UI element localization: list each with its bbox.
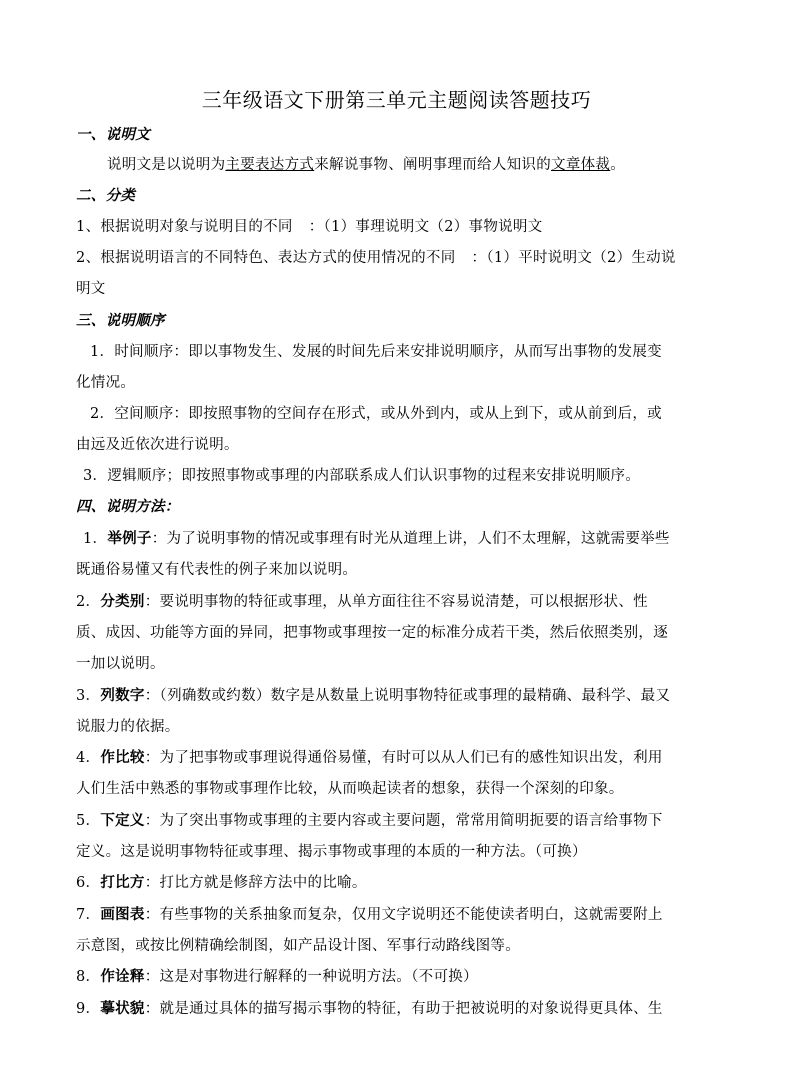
method-1-text: ：为了说明事物的情况或事理有时光从道理上讲，人们不太理解，这就需要举些 [151, 531, 670, 547]
method-8-number: 8． [76, 969, 101, 985]
method-3-text: ：（列确数或约数）数字是从数量上说明事物特征或事理的最精确、最科学、最又 [144, 688, 671, 704]
section-heading-methods: 四、说明方法： [76, 498, 180, 515]
method-4-name: 作比较 [100, 749, 145, 766]
method-8-name: 作诠释 [100, 968, 145, 985]
method-5-number: 5． [76, 813, 101, 829]
method-2-line-1 [76, 592, 726, 612]
method-7-text: ：有些事物的关系抽象而复杂，仅用文字说明还不能使读者明白，这就需要附上 [144, 907, 663, 923]
order-time-line-2: 化情况。 [76, 375, 136, 391]
section-heading-order: 三、说明顺序 [76, 312, 165, 329]
method-9-line-1 [76, 999, 726, 1019]
order-space-line-2: 由远及近依次进行说明。 [76, 437, 239, 453]
document-title: 三年级语文下册第三单元主题阅读答题技巧 [201, 88, 592, 112]
method-7-name: 画图表 [100, 906, 145, 923]
method-2-line-2: 质、成因、功能等方面的异同，把事物或事理按一定的标准分成若干类，然后依照类别，逐 [76, 625, 668, 641]
method-9-name: 摹状貌 [100, 1000, 145, 1017]
method-4-number: 4． [76, 750, 101, 766]
expository-definition [107, 155, 757, 175]
classification-item-2 [76, 248, 726, 268]
definition-underlined-term-1: 主要表达方式 [225, 157, 315, 173]
method-7-line-2: 示意图，或按比例精确绘制图，如产品设计图、军事行动路线图等。 [76, 938, 520, 954]
method-5-line-2: 定义。这是说明事物特征或事理、揭示事物或事理的本质的一种方法。（可换） [76, 844, 587, 860]
method-8-line-1 [76, 967, 726, 987]
classification-item-2-types: ：（1）平时说明文（2）生动说 [471, 250, 676, 266]
definition-text-mid: 来解说事物、阐明事理而给人知识的 [314, 157, 552, 173]
method-9-number: 9． [76, 1001, 101, 1017]
method-6-line-1 [76, 873, 726, 893]
method-1-line-1 [83, 529, 733, 549]
method-4-text: ：为了把事物或事理说得通俗易懂，有时可以从人们已有的感性知识出发，利用 [144, 750, 663, 766]
method-2-text: ：要说明事物的特征或事理，从单方面往往不容易说清楚，可以根据形状、性 [144, 594, 648, 610]
classification-item-1-types: ：（1）事理说明文（2）事物说明文 [308, 219, 543, 235]
classification-item-2-text: 2、根据说明语言的不同特色、表达方式的使用情况的不同 [76, 250, 456, 266]
method-7-line-1 [76, 905, 726, 925]
method-5-text: ：为了突出事物或事理的主要内容或主要问题，常常用简明扼要的语言给事物下 [144, 813, 663, 829]
classification-item-2-cont: 明文 [76, 281, 106, 297]
order-space-line-1: 2．空间顺序：即按照事物的空间存在形式，或从外到内，或从上到下，或从前到后，或 [90, 406, 662, 422]
method-3-line-2: 说服力的依据。 [76, 719, 180, 735]
method-1-number: 1． [83, 531, 108, 547]
method-6-number: 6． [76, 875, 101, 891]
section-heading-classification: 二、分类 [76, 187, 136, 204]
method-6-name: 打比方 [100, 874, 145, 891]
method-9-text: ：就是通过具体的描写揭示事物的特征，有助于把被说明的对象说得更具体、生 [144, 1001, 663, 1017]
definition-text-pre: 说明文是以说明为 [107, 157, 226, 173]
section-heading-expository: 一、说明文 [76, 126, 150, 143]
method-1-name: 举例子 [107, 530, 152, 547]
method-6-text: ：打比方就是修辞方法中的比喻。 [144, 875, 367, 891]
method-3-name: 列数字 [100, 687, 145, 704]
method-3-number: 3． [76, 688, 101, 704]
method-2-name: 分类别 [100, 593, 145, 610]
method-5-line-1 [76, 811, 726, 831]
order-logic-line-1: 3．逻辑顺序；即按照事物或事理的内部联系成人们认识事物的过程来安排说明顺序。 [83, 468, 641, 484]
order-time-line-1: 1．时间顺序：即以事物发生、发展的时间先后来安排说明顺序，从而写出事物的发展变 [90, 344, 662, 360]
method-3-line-1 [76, 686, 726, 706]
method-7-number: 7． [76, 907, 101, 923]
method-1-line-2: 既通俗易懂又有代表性的例子来加以说明。 [76, 562, 358, 578]
definition-underlined-term-2: 文章体裁 [551, 157, 611, 173]
definition-text-post: 。 [610, 157, 626, 173]
method-4-line-1 [76, 748, 726, 768]
method-8-text: ：这是对事物进行解释的一种说明方法。（不可换） [144, 969, 478, 985]
method-4-line-2: 人们生活中熟悉的事物或事理作比较，从而唤起读者的想象，获得一个深刻的印象。 [76, 781, 624, 797]
classification-item-1 [76, 217, 726, 237]
method-2-line-3: 一加以说明。 [76, 656, 165, 672]
classification-item-1-text: 1、根据说明对象与说明目的不同 [76, 219, 293, 235]
method-5-name: 下定义 [100, 812, 145, 829]
method-2-number: 2． [76, 594, 101, 610]
